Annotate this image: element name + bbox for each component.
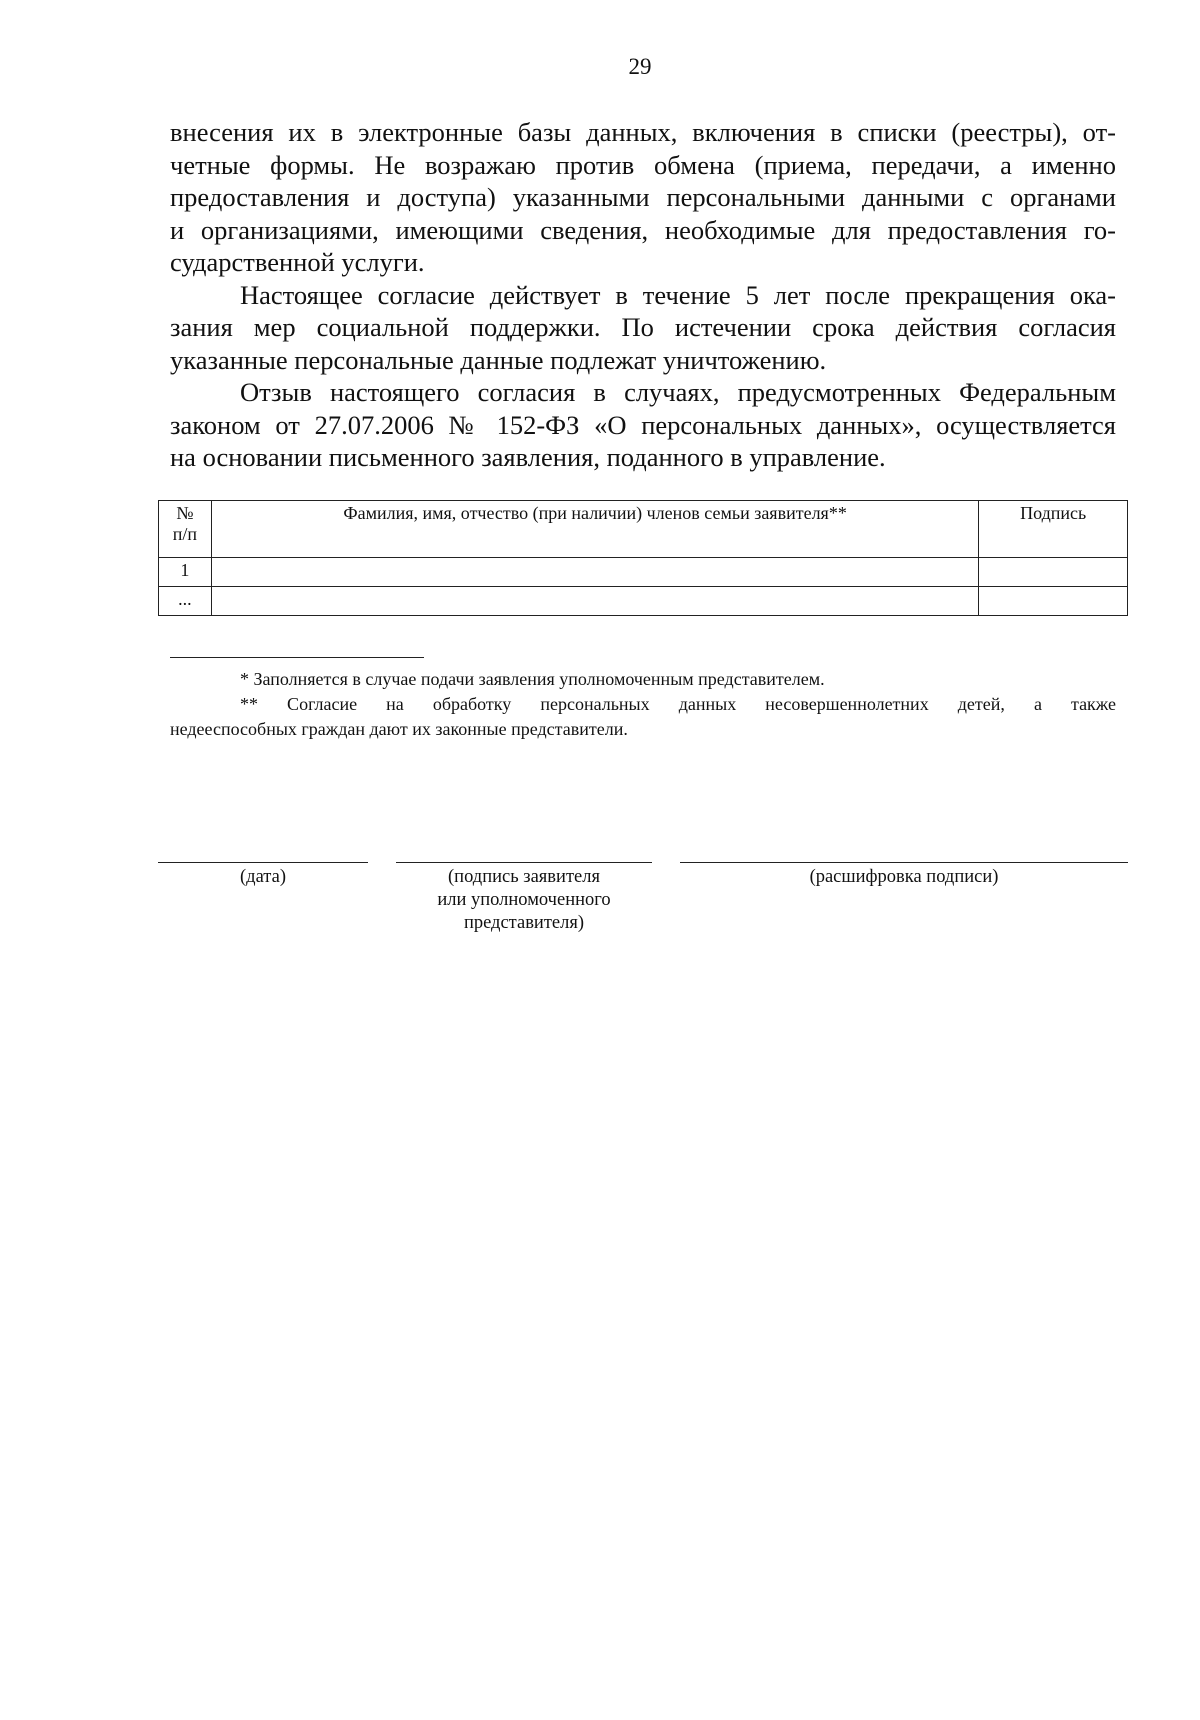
text-line: зания мер социальной поддержки. По истечении срока действия согласия: [170, 312, 1116, 342]
signature-decoding-label: (расшифровка подписи): [809, 867, 999, 887]
header-signature: Подпись: [979, 501, 1128, 558]
text-line: внесения их в электронные базы данных, включения в списки (реестры), от-: [170, 117, 1116, 147]
row-number: ...: [159, 587, 212, 616]
row-number: 1: [159, 558, 212, 587]
footnote-representative: * Заполняется в случае подачи заявления уполномоченным представителем.: [240, 669, 825, 689]
row-name-field[interactable]: [211, 558, 979, 587]
table-row: [159, 558, 1128, 587]
applicant-signature-line[interactable]: [396, 862, 652, 863]
header-full-name: Фамилия, имя, отчество (при наличии) членов семьи заявителя**: [211, 501, 979, 558]
text-line: сударственной услуги.: [170, 247, 425, 277]
text-line: Настоящее согласие действует в течение 5 лет после прекращения ока-: [240, 279, 1116, 310]
text-line: предоставления и доступа) указанными персональными данными с органами: [170, 182, 1116, 212]
applicant-signature-label: [396, 866, 652, 935]
header-number-abbr: п/п: [172, 524, 198, 544]
text-line: и организациями, имеющими сведения, необходимые для предоставления го-: [170, 214, 1116, 245]
row-signature-field[interactable]: [979, 558, 1128, 587]
text-line: на основании письменного заявления, поданного в управление.: [170, 442, 886, 472]
footnote-separator: [170, 657, 424, 658]
text-line: четные формы. Не возражаю против обмена (приема, передачи, а именно: [170, 149, 1116, 180]
page-number: 29: [628, 54, 652, 79]
text-line: (подпись заявителя: [448, 867, 600, 887]
text-line: представителя): [463, 913, 585, 933]
row-name-field[interactable]: [211, 587, 979, 616]
table-header-row: [159, 501, 1128, 558]
consent-text: [170, 116, 1116, 474]
family-members-table: [158, 500, 1128, 616]
text-line: или уполномоченного: [437, 890, 611, 910]
text-line: Отзыв настоящего согласия в случаях, предусмотренных Федеральным: [240, 377, 1116, 407]
table-row: [159, 587, 1128, 616]
text-line: законом от 27.07.2006 № 152-ФЗ «О персональных данных», осуществляется: [170, 409, 1116, 440]
text-line: недееспособных граждан дают их законные представители.: [170, 719, 628, 739]
row-signature-field[interactable]: [979, 587, 1128, 616]
footnotes: [170, 667, 1116, 742]
paragraph-continuation: [170, 116, 1116, 279]
date-signature-line[interactable]: [158, 862, 368, 863]
signature-decoding-line[interactable]: [680, 862, 1128, 863]
paragraph-validity: [170, 279, 1116, 377]
date-label: (дата): [240, 867, 286, 887]
text-line: указанные персональные данные подлежат уничтожению.: [170, 344, 827, 375]
footnote-minors: [170, 692, 1116, 742]
paragraph-revocation: [170, 376, 1116, 474]
header-number: [159, 501, 212, 558]
text-line: ** Согласие на обработку персональных данных несовершеннолетних детей, а также: [240, 694, 1116, 714]
header-number-sign: №: [176, 503, 194, 523]
